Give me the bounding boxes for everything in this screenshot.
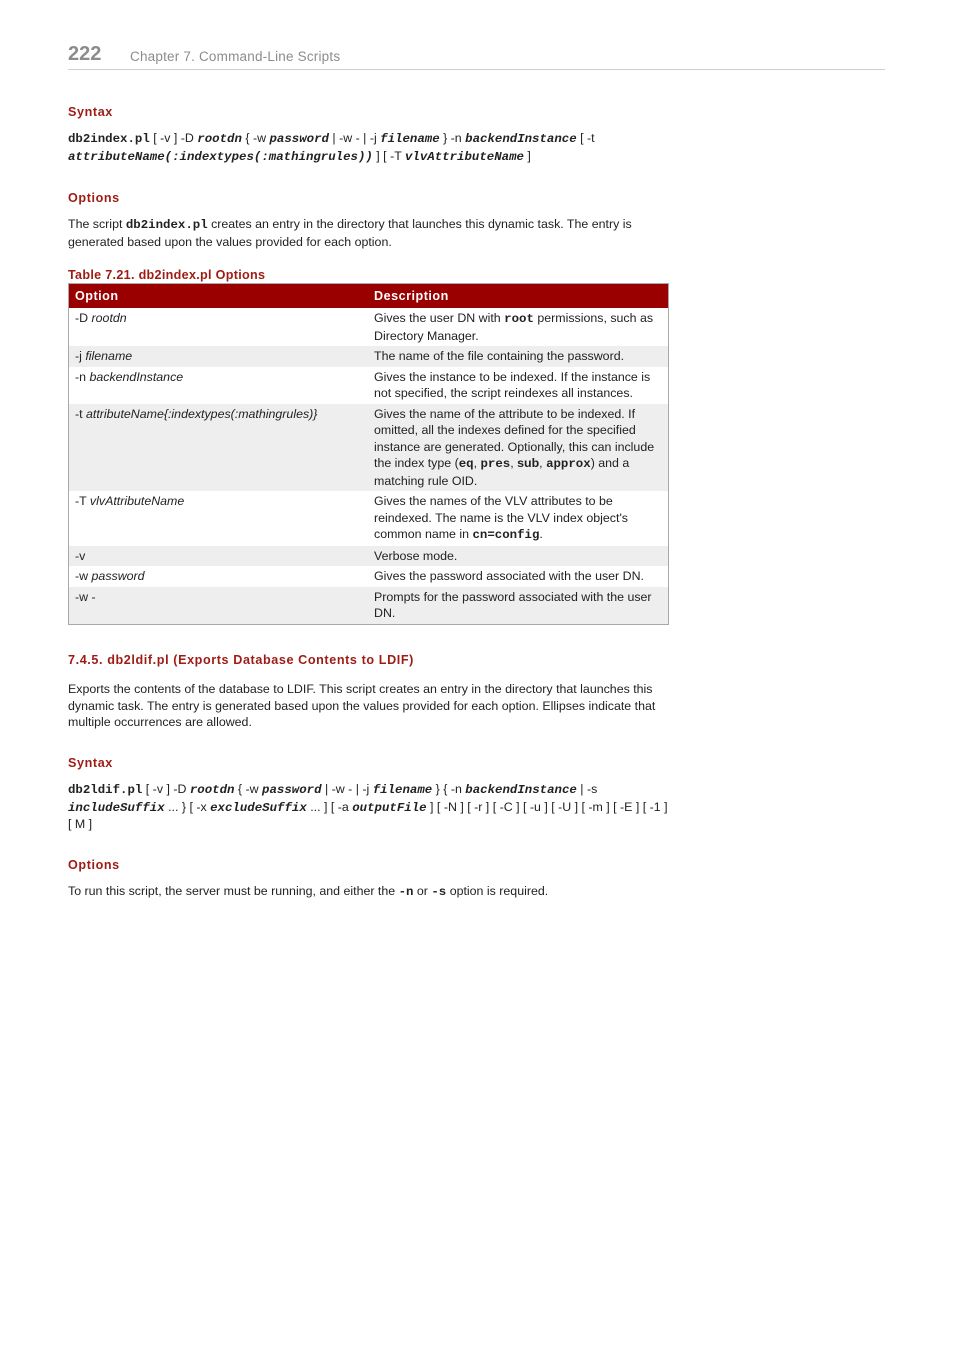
- code-span: password: [262, 783, 322, 797]
- description-cell: [368, 587, 668, 624]
- code-span: includeSuffix: [68, 800, 165, 815]
- text-span: or: [413, 884, 432, 898]
- option-cell: [69, 404, 368, 492]
- code-span: approx: [546, 457, 591, 471]
- text-span: -T: [75, 494, 90, 508]
- text-span: The name of the file containing the password.: [374, 349, 625, 363]
- text-span: attributeName{:indextypes(:mathingrules)}: [86, 406, 318, 421]
- db2ldif-options-text: [68, 883, 668, 901]
- table-header-row: [69, 284, 668, 308]
- text-span: ] [ -N ] [ -r ] [ -C ] [ -u ] [ -U ] [ -m ] [ -E ] [ -1 ] [ M ]: [68, 799, 668, 831]
- options-table: [68, 283, 669, 625]
- description-cell: [368, 491, 668, 546]
- syntax-heading-2: Syntax: [68, 756, 113, 770]
- text-span: backendInstance: [89, 369, 184, 384]
- option-cell: [69, 346, 368, 367]
- table-caption: Table 7.21. db2index.pl Options: [68, 268, 266, 282]
- text-span: -t: [75, 406, 87, 421]
- code-span: outputFile: [352, 800, 427, 815]
- table-row: [69, 566, 668, 587]
- text-span: password: [91, 569, 145, 583]
- text-span: -v: [75, 548, 86, 563]
- description-cell: [368, 308, 668, 346]
- code-span: filename: [380, 132, 440, 146]
- text-span: [ -t: [576, 131, 595, 145]
- syntax-heading: Syntax: [68, 105, 113, 119]
- table-row: [69, 404, 668, 492]
- text-span: ... } [ -x: [164, 799, 211, 814]
- text-span: ,: [473, 456, 481, 470]
- text-span: } -n: [439, 131, 466, 145]
- description-cell: [368, 404, 668, 492]
- text-span: rootdn: [91, 311, 127, 325]
- text-span: ,: [510, 456, 518, 470]
- text-span: Gives the instance to be indexed. If the instance is not specified, the script reindexes all instances.: [374, 369, 651, 400]
- code-span: rootdn: [197, 132, 242, 146]
- text-span: ) and a matching rule OID.: [374, 456, 630, 488]
- text-span: creates an entry in the directory that launches this dynamic task. The entry is generated based upon the values provided for each option.: [68, 217, 632, 249]
- option-cell: [69, 546, 368, 567]
- code-span: filename: [372, 783, 433, 797]
- options-heading: Options: [68, 191, 120, 205]
- option-cell: [69, 308, 368, 346]
- code-span: db2ldif.pl: [68, 783, 143, 797]
- code-span: backendInstance: [465, 783, 577, 797]
- text-span: -D: [75, 311, 92, 325]
- code-span: rootdn: [189, 783, 235, 797]
- text-span: { -w: [234, 782, 263, 796]
- code-span: excludeSuffix: [210, 800, 307, 815]
- text-span: | -w - | -j: [321, 782, 373, 796]
- text-span: sub: [517, 456, 540, 470]
- text-span: { -w: [241, 131, 270, 145]
- text-span: | -w - | -j: [328, 131, 381, 145]
- text-span: permissions, such as Directory Manager.: [374, 311, 654, 343]
- text-span: Verbose mode.: [374, 548, 458, 563]
- code-span: root: [504, 312, 534, 326]
- code-span: -n: [398, 885, 414, 899]
- code-span: db2index.pl: [125, 218, 208, 232]
- text-span: -n: [75, 369, 90, 384]
- code-span: -s: [431, 885, 447, 899]
- text-span: ... ] [ -a: [306, 799, 353, 814]
- text-span: Prompts for the password associated with the user DN.: [374, 589, 652, 620]
- text-span: ,: [539, 456, 547, 470]
- text-span: ]: [523, 148, 531, 163]
- code-span: eq: [458, 457, 474, 471]
- text-span: option is required.: [446, 884, 549, 898]
- option-cell: [69, 367, 368, 404]
- code-span: pres: [480, 457, 511, 471]
- text-span: | -s: [576, 782, 598, 796]
- column-header-option: Option: [75, 289, 119, 303]
- page-header: [68, 40, 885, 70]
- text-span: [ -v ] -D: [149, 131, 198, 145]
- code-span: cn=config: [472, 528, 540, 542]
- chapter-title: Chapter 7. Command-Line Scripts: [130, 49, 341, 64]
- text-span: The script: [68, 217, 126, 231]
- code-span: attributeName(:indextypes(:mathingrules)): [68, 149, 373, 164]
- page-number: 222: [68, 43, 102, 65]
- section-intro: Exports the contents of the database to LDIF. This script creates an entry in the directory that launches this dynamic task. The entry is generated based upon the values provided for each option. Ellipses indicate that multiple occurrences are allowed.: [68, 682, 656, 729]
- db2index-syntax: [68, 130, 668, 165]
- text-span: Gives the user DN with: [374, 311, 505, 325]
- table-row: [69, 546, 668, 567]
- text-span: filename: [85, 349, 133, 363]
- text-span: ] [ -T: [372, 148, 405, 163]
- code-span: backendInstance: [465, 132, 577, 146]
- text-span: Gives the name of the attribute to be indexed. If omitted, all the indexes defined for the specified instance are generated. Optionally, this can include the index type (: [374, 406, 655, 470]
- db2index-options-text: [68, 216, 668, 250]
- option-cell: [69, 587, 368, 624]
- table-row: [69, 308, 668, 346]
- text-span: Gives the names of the VLV attributes to be reindexed. The name is the VLV index object's common name in: [374, 494, 629, 541]
- table-row: [69, 491, 668, 546]
- column-header-description: Description: [374, 289, 449, 303]
- description-cell: [368, 367, 668, 404]
- text-span: To run this script, the server must be running, and either the: [68, 884, 399, 898]
- table-body: [69, 308, 668, 624]
- description-cell: [368, 566, 668, 587]
- options-heading-2: Options: [68, 858, 120, 872]
- code-span: db2index.pl: [68, 132, 150, 146]
- table-row: [69, 367, 668, 404]
- description-cell: [368, 346, 668, 367]
- text-span: .: [539, 527, 543, 541]
- text-span: [ -v ] -D: [142, 782, 190, 796]
- table-row: [69, 346, 668, 367]
- code-span: vlvAttributeName: [405, 149, 524, 164]
- option-cell: [69, 491, 368, 546]
- db2ldif-syntax: [68, 781, 668, 833]
- description-cell: [368, 546, 668, 567]
- text-span: } { -n: [432, 782, 466, 796]
- text-span: -w -: [75, 589, 96, 604]
- text-span: -j: [75, 349, 86, 363]
- option-cell: [69, 566, 368, 587]
- text-span: -w: [75, 569, 92, 583]
- text-span: Gives the password associated with the user DN.: [374, 569, 644, 583]
- code-span: password: [269, 132, 329, 146]
- table-row: [69, 587, 668, 624]
- section-heading: 7.4.5. db2ldif.pl (Exports Database Contents to LDIF): [68, 653, 414, 667]
- text-span: vlvAttributeName: [89, 494, 185, 508]
